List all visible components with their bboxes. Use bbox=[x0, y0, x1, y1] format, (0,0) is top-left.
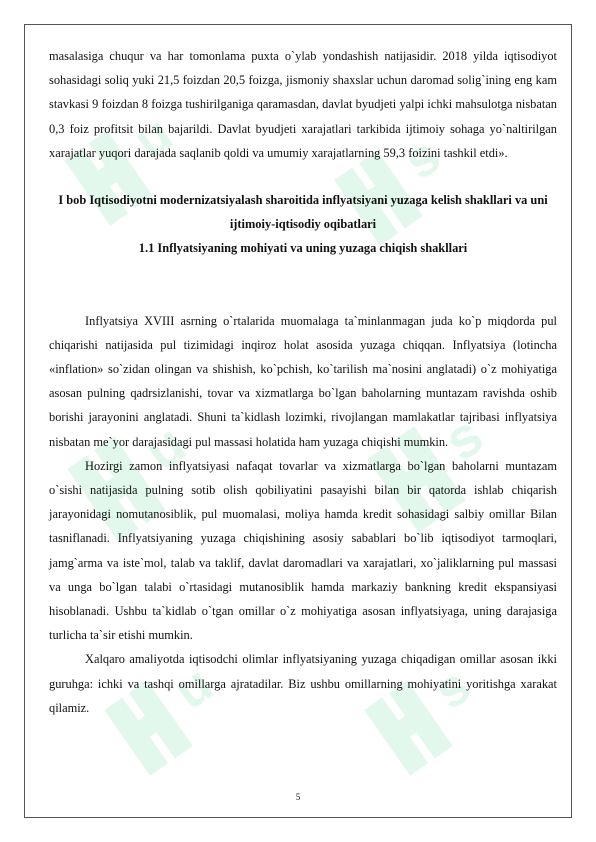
paragraph-factors: Xalqaro amaliyotda iqtisodchi olimlar inflyatsiyaning yuzaga chiqadigan omillar asosan ikki guruhga: ichki va tashqi omillarga ajratadilar. Biz ushbu omillarning mohiyatini yoritishga xarakat qilamiz. bbox=[49, 652, 557, 715]
svg-text:s: s bbox=[423, 656, 481, 721]
section-title: 1.1 Inflyatsiyaning mohiyati va uning yuzaga chiqish shakllari bbox=[138, 241, 468, 256]
svg-text:u: u bbox=[163, 655, 224, 721]
chapter-title: I bob Iqtisodiyotni modernizatsiyalash sharoitida inflyatsiyani yuzaga kelish shakllari va uni ijtimoiy-iqtisodiy oqibatlari bbox=[58, 193, 548, 232]
paragraph-definition: Inflyatsiya XVIII asrning o`rtalarida muomalaga ta`minlanmagan juda ko`p miqdorda pul chiqarishi natijasida pul tizimidagi inqiroz holat asosida yuzaga chiqqan. Inflyatsiya (lotincha «inflation» so`zidan olingan va shishish, ko`pchish, ko`tarilish ma`nosini anglatadi) o`z mohiyatiga asosan pulning qadrsizlanishi, tovar va xizmatlarga bo`lgan baholarning muntazam ravishda oshib borishi jarayonini anglatadi. Shuni ta`kidlash lozimki, rivojlangan mamlakatlar tajribasi inflyatsiya nisbatan me`yor darajasidagi pul massasi holatida ham yuzaga chiqishi mumkin. bbox=[49, 313, 557, 449]
svg-text:s: s bbox=[432, 402, 494, 473]
page-number: 5 bbox=[295, 792, 301, 802]
svg-text:s: s bbox=[393, 126, 451, 191]
paragraph-modern-inflation: Hozirgi zamon inflyatsiyasi nafaqat tovarlar va xizmatlarga bo`lgan baholarni muntazam o`sishi natijasida pulning sotib olish qobiliyatini pasayishi bilan bir qatorda ishlab chiqarish jarayonidagi nomutanosiblik, pul muomalasi, moliya hamda kredit sohasidagi salbiy omillar Bilan tasniflanadi. Inflyatsiyaning yuzaga chiqishining asosiy sabablari bo`lib iqtisodiyot tarmoqlari, jamg`arma va iste`mol, talab va taklif, davlat daromadlari va xarajatlari, xo`jaliklarning pul massasi va unga bo`lgan talabi o`rtasidagi mutanosiblik hamda markaziy bankning kredit ekspansiyasi hisoblanadi. Ushbu ta`kidlab o`tgan omillar o`z mohiyatiga asosan inflyatsiyaga, uning darajasiga turlicha ta`sir etishi mumkin. bbox=[49, 458, 557, 643]
svg-text:u: u bbox=[132, 411, 197, 483]
paragraph-intro: masalasiga chuqur va har tomonlama puxta o`ylab yondashish natijasidir. 2018 yilda iqtisodiyot sohasidagi soliq yuki 21,5 foizdan 20,5 foizga, jismoniy shaxslar uchun daromad solig`ining eng kam stavkasi 9 foizdan 8 foizga tushirilganiga qaramasdan, davlat byudjeti yalpi ichki mahsulotga nisbatan 0,3 foiz profitsit bilan bajarildi. Davlat byudjeti xarajatlari tarkibida ijtimoiy sohaga yo`naltirilgan xarajatlar yuqori darajada saqlanib qoldi va umumiy xarajatlarning 59,3 foizini tashkil etdi». bbox=[49, 49, 557, 160]
svg-text:u: u bbox=[123, 105, 184, 171]
document-body bbox=[49, 44, 557, 720]
